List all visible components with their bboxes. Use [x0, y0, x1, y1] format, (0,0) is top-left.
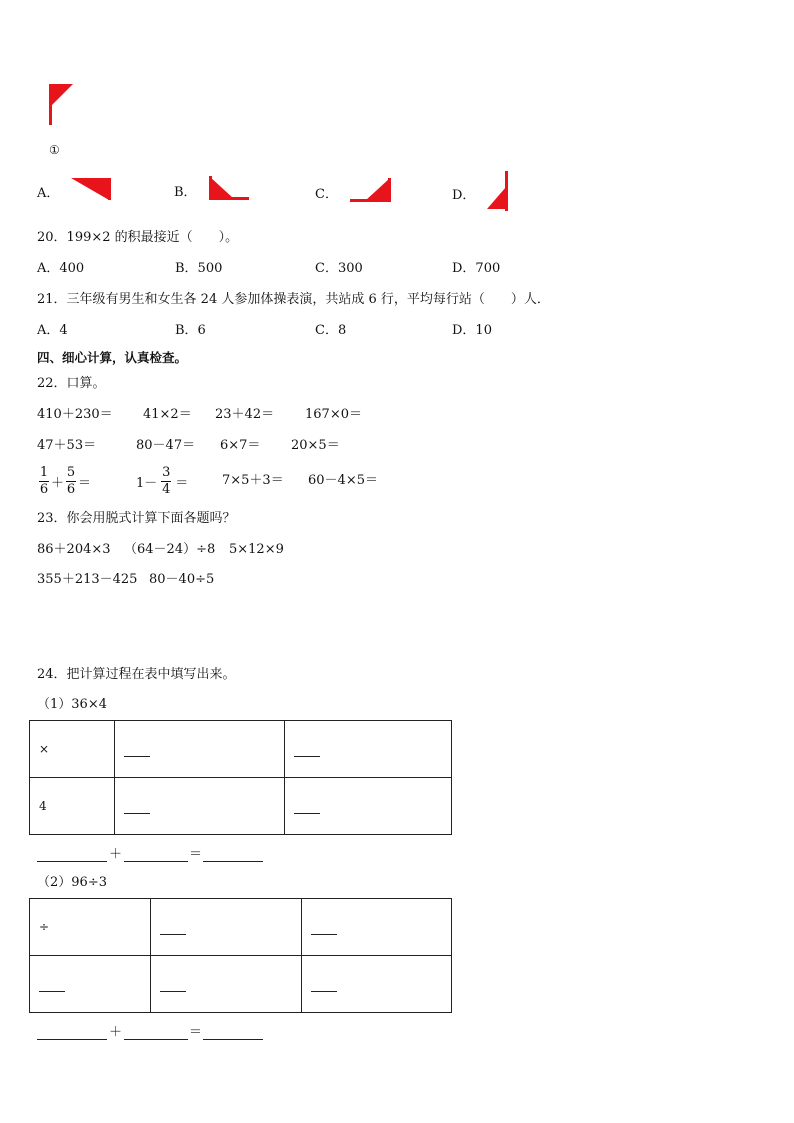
- operator-cell: ×: [30, 721, 115, 778]
- q19-option-d[interactable]: [452, 169, 511, 217]
- q20-option-d[interactable]: D．700: [452, 261, 501, 276]
- q21-option-c[interactable]: C．8: [315, 323, 347, 338]
- q21-option-d[interactable]: D．10: [452, 323, 492, 338]
- answer-cell[interactable]: [115, 778, 285, 835]
- equals-sign: ＝: [78, 475, 92, 491]
- q19-option-a[interactable]: [37, 176, 113, 206]
- one-minus: 1－: [136, 475, 158, 491]
- answer-blank[interactable]: [124, 847, 188, 862]
- answer-cell[interactable]: [285, 721, 452, 778]
- answer-cell[interactable]: [151, 899, 302, 956]
- answer-cell[interactable]: [151, 956, 302, 1013]
- q22-title: 22．口算。: [37, 376, 106, 391]
- q22-expr: 410＋230＝: [37, 407, 113, 422]
- figure-marker: ①: [49, 143, 60, 157]
- q22-expr: 20×5＝: [291, 438, 340, 453]
- flag-figure: [48, 82, 76, 126]
- q22-expr: 6×7＝: [220, 438, 261, 453]
- fraction: $\frac{1}{6}$: [39, 464, 49, 497]
- option-label: D．: [452, 187, 476, 203]
- q22-fraction-expr: [136, 463, 188, 499]
- q22-fraction-expr: [39, 463, 91, 499]
- option-label: C．: [315, 186, 338, 202]
- q23-expr: 80－40÷5: [149, 572, 215, 587]
- q23-title: 23．你会用脱式计算下面各题吗？: [37, 511, 236, 526]
- q22-expr: 80－47＝: [136, 438, 196, 453]
- fraction: $\frac{3}{4}$: [162, 464, 171, 497]
- q22-expr: 167×0＝: [305, 407, 362, 422]
- flag-triangle-left-down-icon: [207, 174, 251, 206]
- q20-option-c[interactable]: C．300: [315, 261, 363, 276]
- q21-option-a[interactable]: A．4: [37, 323, 68, 338]
- q23-expr: 355＋213－425: [37, 572, 138, 587]
- division-table: [29, 898, 452, 1013]
- answer-cell[interactable]: [302, 899, 452, 956]
- q24-title: 24．把计算过程在表中填写出来。: [37, 667, 236, 682]
- option-label: B．: [174, 184, 197, 200]
- q21-text: 21．三年级有男生和女生各 24 人参加体操表演，共站成 6 行，平均每行站（ ）人．: [37, 292, 550, 307]
- section-heading: 四、细心计算，认真检查。: [37, 350, 188, 365]
- q21-option-b[interactable]: B．6: [175, 323, 206, 338]
- q24-part2-title: （2）96÷3: [37, 875, 107, 890]
- answer-cell[interactable]: [30, 956, 151, 1013]
- equals-sign: ＝: [189, 1025, 203, 1040]
- answer-cell[interactable]: [285, 778, 452, 835]
- fraction: $\frac{5}{6}$: [66, 464, 76, 497]
- plus-sign: ＋: [109, 847, 123, 862]
- answer-blank[interactable]: [203, 1025, 263, 1040]
- operator-cell: ÷: [30, 899, 151, 956]
- multiplication-table: [29, 720, 452, 835]
- q22-expr: 41×2＝: [143, 407, 192, 422]
- equals-sign: ＝: [189, 847, 203, 862]
- answer-blank[interactable]: [203, 847, 263, 862]
- answer-cell[interactable]: [115, 721, 285, 778]
- plus-sign: ＋: [51, 475, 65, 491]
- q23-expr: 86＋204×3: [37, 542, 111, 557]
- q22-expr: 7×5＋3＝: [222, 473, 284, 488]
- answer-cell[interactable]: [302, 956, 452, 1013]
- q24-part1-title: （1）36×4: [37, 697, 107, 712]
- sum-equation: [37, 843, 263, 862]
- q23-expr: 5×12×9: [229, 542, 284, 557]
- flag-triangle-right-up-icon: [348, 176, 394, 208]
- flag-triangle-right-down-icon: [69, 176, 113, 206]
- q20-option-b[interactable]: B．500: [175, 261, 223, 276]
- q19-option-b[interactable]: [174, 174, 251, 206]
- q23-expr: （64－24）÷8: [124, 542, 216, 557]
- answer-blank[interactable]: [124, 1025, 188, 1040]
- q19-option-c[interactable]: [315, 176, 394, 208]
- q22-expr: 23＋42＝: [215, 407, 275, 422]
- equals-sign: ＝: [175, 475, 189, 491]
- q20-text: 20．199×2 的积最接近（ ）。: [37, 230, 239, 245]
- q22-expr: 60－4×5＝: [308, 473, 378, 488]
- factor-cell: 4: [30, 778, 115, 835]
- q20-option-a[interactable]: A．400: [37, 261, 85, 276]
- answer-blank[interactable]: [37, 847, 107, 862]
- option-label: A．: [37, 185, 60, 201]
- q22-expr: 47＋53＝: [37, 438, 97, 453]
- flag-triangle-up-right-icon: [485, 169, 511, 217]
- answer-blank[interactable]: [37, 1025, 107, 1040]
- plus-sign: ＋: [109, 1025, 123, 1040]
- sum-equation: [37, 1021, 263, 1040]
